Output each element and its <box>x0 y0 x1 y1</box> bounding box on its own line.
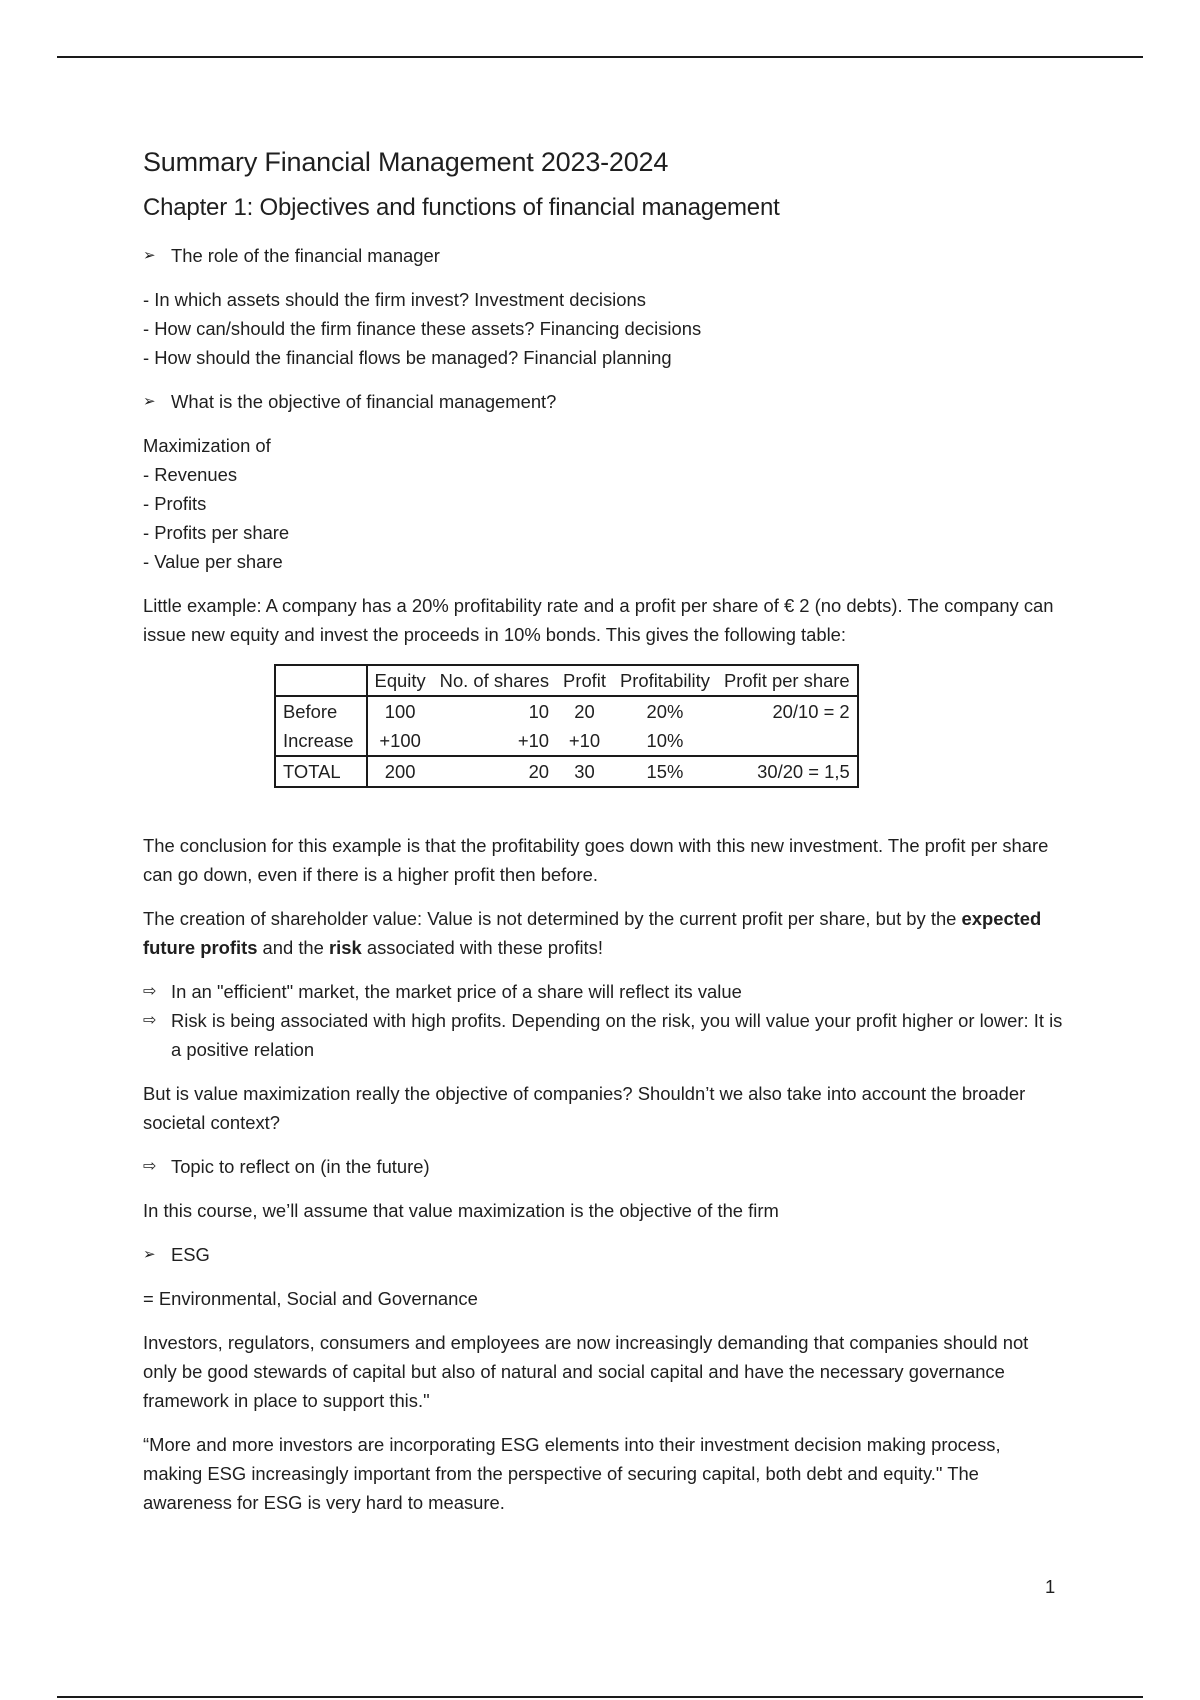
assumption-paragraph: In this course, we’ll assume that value maximization is the objective of the firm <box>143 1200 779 1221</box>
bold-text: risk <box>329 937 362 958</box>
arrow-item-text: Topic to reflect on (in the future) <box>171 1156 430 1177</box>
section-heading-role <box>143 241 1063 270</box>
section-heading-label: ESG <box>171 1244 210 1265</box>
table-header-row <box>275 665 858 696</box>
table-header: Profit per share <box>723 670 850 691</box>
example-paragraph: Little example: A company has a 20% profitability rate and a profit per share of € 2 (no debts). The company can issue new equity and invest the proceeds in 10% bonds. This gives the following table: <box>143 595 1054 645</box>
arrow-list <box>143 977 1063 1064</box>
section-heading-label: What is the objective of financial management? <box>171 391 557 412</box>
table-row <box>275 756 858 787</box>
table-cell: 20 <box>574 701 595 722</box>
footer-rule <box>57 1696 1143 1698</box>
arrow-list <box>143 1152 1063 1181</box>
table-cell: 100 <box>384 701 416 722</box>
table-row <box>275 726 858 756</box>
role-list <box>143 285 1063 372</box>
table-cell: 20% <box>646 701 684 722</box>
arrowhead-bullet-icon: ➢ <box>143 247 156 264</box>
table-cell: Increase <box>275 726 367 756</box>
table-cell: TOTAL <box>275 756 367 787</box>
arrow-item-text: Risk is being associated with high profits. Depending on the risk, you will value your profit higher or lower: It is a positive relation <box>171 1010 1063 1060</box>
question-paragraph: But is value maximization really the objective of companies? Shouldn’t we also take into account the broader societal context? <box>143 1083 1026 1133</box>
list-item: - How should the financial flows be managed? Financial planning <box>143 347 672 368</box>
page-number: 1 <box>1045 1576 1056 1597</box>
esg-definition: = Environmental, Social and Governance <box>143 1288 478 1309</box>
header-rule <box>57 56 1143 58</box>
table-cell <box>275 665 367 696</box>
right-arrow-icon: ⇨ <box>143 1158 157 1175</box>
right-arrow-icon: ⇨ <box>143 1012 157 1029</box>
arrow-item <box>143 1006 1063 1064</box>
list-item: - Value per share <box>143 551 283 572</box>
table-body-total <box>275 756 858 787</box>
arrowhead-bullet-icon: ➢ <box>143 1246 156 1263</box>
table-cell: 10 <box>528 701 550 722</box>
maximization-list <box>143 431 1063 576</box>
section-heading-esg <box>143 1240 1063 1269</box>
text-run: associated with these profits! <box>361 937 603 958</box>
table-cell: +10 <box>517 730 550 751</box>
arrow-item <box>143 1152 1063 1181</box>
document-page <box>143 140 1063 1532</box>
section-heading-label: The role of the financial manager <box>171 245 440 266</box>
document-title: Summary Financial Management 2023-2024 <box>143 147 669 177</box>
table-header: No. of shares <box>439 670 550 691</box>
list-item: - Profits per share <box>143 522 290 543</box>
conclusion-paragraph: The conclusion for this example is that the profitability goes down with this new investment. The profit per share can go down, even if there is a higher profit then before. <box>143 835 1049 885</box>
esg-paragraph: Investors, regulators, consumers and employees are now increasingly demanding that companies should not only be good stewards of capital but also of natural and social capital and have the necessary governance framework in place to support this." <box>143 1332 1029 1411</box>
list-item: - How can/should the firm finance these assets? Financing decisions <box>143 318 702 339</box>
arrow-item <box>143 977 1063 1006</box>
esg-quote-paragraph: “More and more investors are incorporating ESG elements into their investment decision making process, making ESG increasingly important from the perspective of securing capital, both debt and equity." The awareness for ESG is very hard to measure. <box>143 1434 1001 1513</box>
list-item: - In which assets should the firm invest? Investment decisions <box>143 289 646 310</box>
table-cell <box>717 726 858 756</box>
table-header: Equity <box>374 670 426 691</box>
table-cell: 20/10 = 2 <box>772 701 850 722</box>
table-header: Profit <box>563 670 606 691</box>
table-cell: Before <box>275 696 367 726</box>
text-run: and the <box>257 937 329 958</box>
table-cell: 20 <box>528 761 550 782</box>
table-body-top <box>275 696 858 756</box>
list-intro: Maximization of <box>143 435 271 456</box>
table-cell: +100 <box>379 730 421 751</box>
section-heading-objective <box>143 387 1063 416</box>
example-table <box>274 664 859 788</box>
list-item: - Profits <box>143 493 207 514</box>
bold-text: expected future profits <box>143 908 1042 958</box>
list-item: - Revenues <box>143 464 238 485</box>
table-cell: +10 <box>568 730 601 751</box>
table-cell: 200 <box>384 761 416 782</box>
table-row <box>275 696 858 726</box>
right-arrow-icon: ⇨ <box>143 983 157 1000</box>
chapter-heading: Chapter 1: Objectives and functions of financial management <box>143 194 780 221</box>
text-run: The creation of shareholder value: Value is not determined by the current profit per share, but by the <box>143 908 957 929</box>
table-cell: 30/20 = 1,5 <box>757 761 850 782</box>
table-cell: 30 <box>574 761 595 782</box>
table-cell: 10% <box>646 730 684 751</box>
arrow-item-text: In an "efficient" market, the market price of a share will reflect its value <box>171 981 742 1002</box>
arrowhead-bullet-icon: ➢ <box>143 393 156 410</box>
table-cell: 15% <box>646 761 684 782</box>
table-header: Profitability <box>619 670 710 691</box>
shareholder-value-paragraph <box>143 904 1063 962</box>
